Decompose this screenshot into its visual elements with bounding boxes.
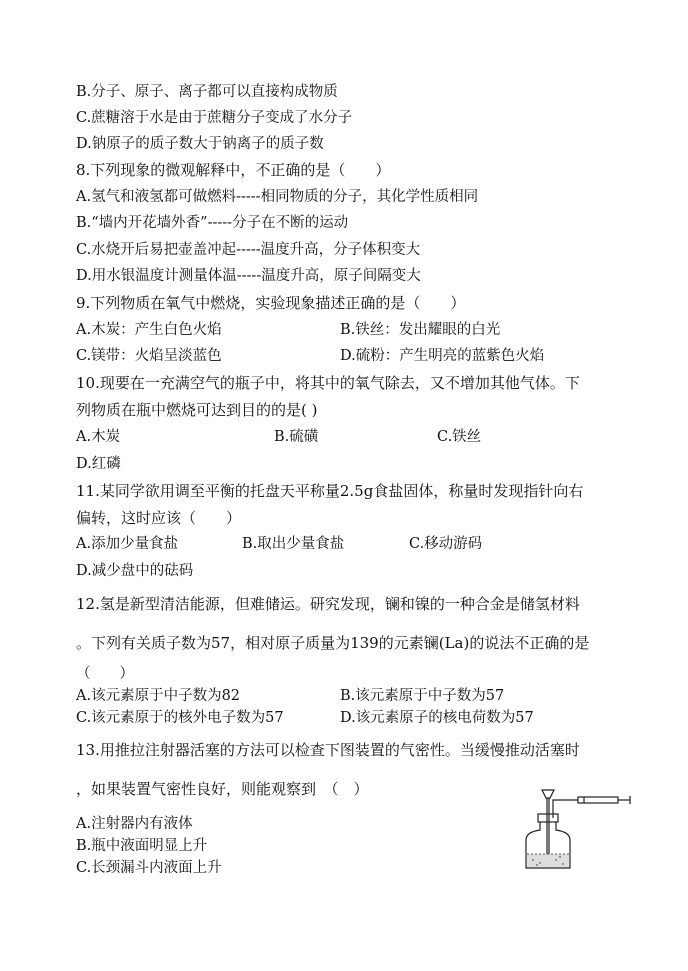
question-8-option-c: C.水烧开后易把壶盖冲起-----温度升高，分子体积变大: [76, 242, 421, 258]
question-9-option-c: C.镁带：火焰呈淡蓝色: [76, 348, 222, 364]
question-10-stem-line2: 列物质在瓶中燃烧可达到目的的是( ): [76, 401, 318, 419]
option-line: D.钠原子的质子数大于钠离子的质子数: [76, 136, 324, 152]
question-10-option-d: D.红磷: [76, 456, 121, 472]
question-11-option-b: B.取出少量食盐: [242, 536, 345, 552]
airtightness-apparatus-diagram: [518, 788, 638, 870]
question-8-stem: 8.下列现象的微观解释中，不正确的是（ ）: [76, 161, 391, 179]
question-8-option-b: B.“墙内开花墙外香”-----分子在不断的运动: [76, 215, 349, 231]
question-12-option-a: A.该元素原于中子数为82: [76, 688, 241, 704]
question-13-option-b: B.瓶中液面明显上升: [76, 838, 208, 854]
question-11-option-a: A.添加少量食盐: [76, 536, 179, 552]
question-13-stem-line2: ，如果装置气密性良好，则能观察到 （ ）: [76, 780, 369, 798]
question-12-option-b: B.该元素原于中子数为57: [340, 688, 505, 704]
question-12-stem-line2: 。下列有关质子数为57，相对原子质量为139的元素镧(La)的说法不正确的是: [76, 634, 590, 652]
question-9-option-a: A.木炭：产生白色火焰: [76, 322, 222, 338]
question-10-option-b: B.硫磺: [274, 429, 319, 445]
question-12-option-d: D.该元素原子的核电荷数为57: [340, 710, 534, 726]
question-9-stem: 9.下列物质在氧气中燃烧，实验现象描述正确的是（ ）: [76, 294, 466, 312]
question-12-stem-line3: （ ）: [76, 666, 134, 682]
option-line: C.蔗糖溶于水是由于蔗糖分子变成了水分子: [76, 110, 353, 126]
question-13-option-c: C.长颈漏斗内液面上升: [76, 860, 222, 876]
question-11-option-c: C.移动游码: [409, 536, 483, 552]
question-10-option-c: C.铁丝: [437, 429, 482, 445]
question-12-stem-line1: 12.氢是新型清洁能源，但难储运。研究发现，镧和镍的一种合金是储氢材料: [76, 595, 580, 613]
question-13-option-a: A.注射器内有液体: [76, 816, 193, 832]
option-line: B.分子、原子、离子都可以直接构成物质: [76, 84, 338, 100]
question-11-stem-line2: 偏转，这时应该（ ）: [76, 509, 242, 527]
question-11-stem-line1: 11.某同学欲用调至平衡的托盘天平称量2.5g食盐固体，称量时发现指针向右: [76, 482, 584, 500]
question-12-option-c: C.该元素原于的核外电子数为57: [76, 710, 284, 726]
question-8-option-a: A.氢气和液氢都可做燃料-----相同物质的分子，其化学性质相同: [76, 189, 479, 205]
question-9-option-b: B.铁丝：发出耀眼的白光: [340, 322, 501, 338]
question-10-option-a: A.木炭: [76, 429, 121, 445]
question-13-stem-line1: 13.用推拉注射器活塞的方法可以检查下图装置的气密性。当缓慢推动活塞时: [76, 741, 580, 759]
question-9-option-d: D.硫粉：产生明亮的蓝紫色火焰: [340, 348, 545, 364]
question-10-stem-line1: 10.现要在一充满空气的瓶子中，将其中的氧气除去，又不增加其他气体。下: [76, 374, 580, 392]
question-11-option-d: D.减少盘中的砝码: [76, 563, 194, 579]
question-8-option-d: D.用水银温度计测量体温-----温度升高，原子间隔变大: [76, 268, 421, 284]
